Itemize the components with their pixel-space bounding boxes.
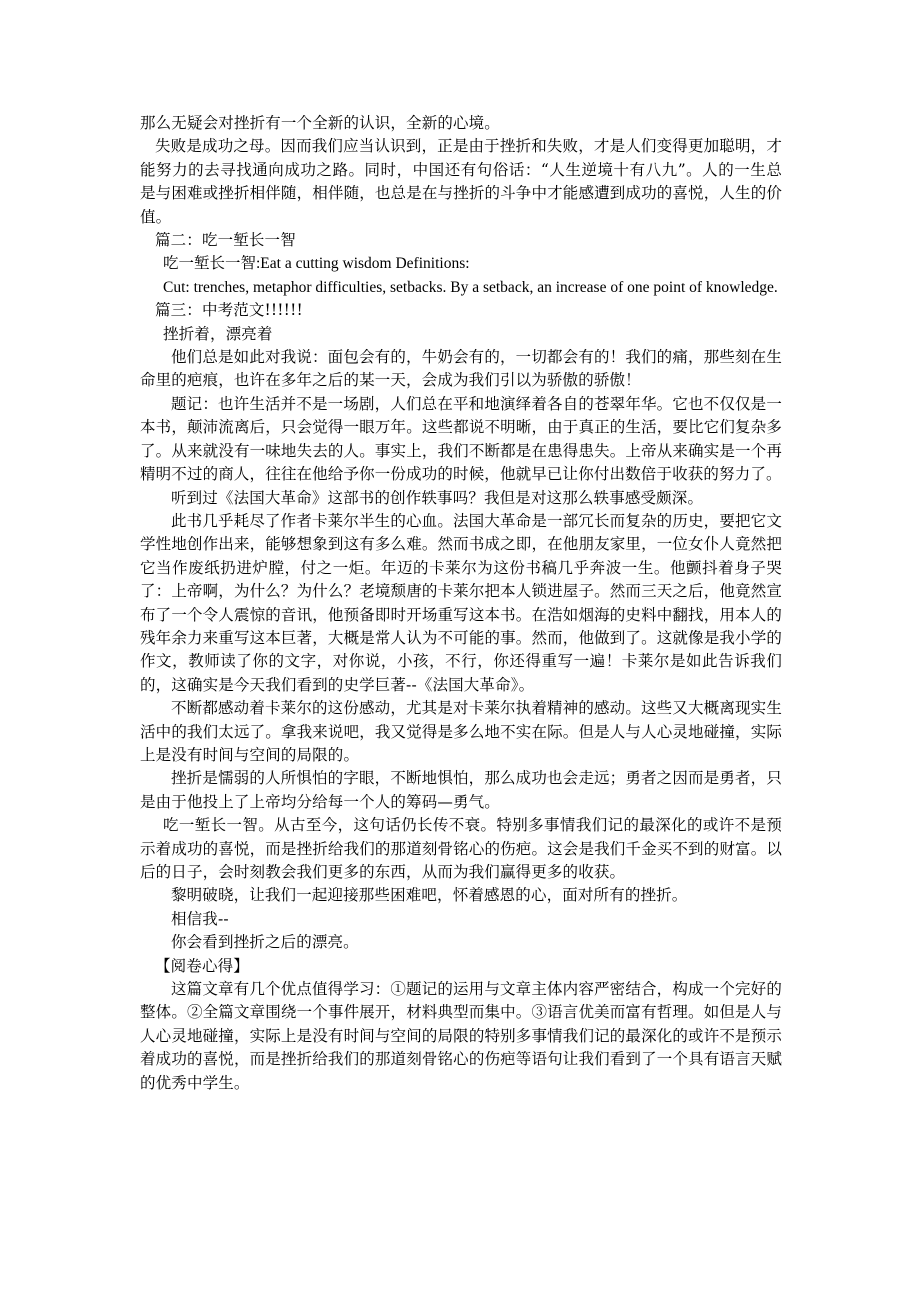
paragraph-carlyle-story: 此书几乎耗尽了作者卡莱尔半生的心血。法国大革命是一部冗长而复杂的历史，要把它文学性地创作出来，能够想象到这有多么难。然而书成之即，在他朋友家里，一位女仆人竟然把它当作废纸扔进炉膛，付之一炬。年迈的卡莱尔为这份书稿几乎奔波一生。他颤抖着身子哭了：上帝啊，为什么？为什么？老境颓唐的卡莱尔把本人锁进屋子。然而三天之后，他竟然宣布了一个令人震惊的音讯，他预备即时开场重写这本书。在浩如烟海的史料中翻找，用本人的残年余力来重写这本巨著，大概是常人认为不可能的事。然而，他做到了。这就像是我小学的作文，教师读了你的文字，对你说，小孩，不行，你还得重写一遍！卡莱尔是如此告诉我们的，这确实是今天我们看到的史学巨著--《法国大革命》。: [140, 511, 782, 694]
section-heading-review-notes: 【阅卷心得】: [155, 956, 249, 975]
paragraph-bread-and-milk: 他们总是如此对我说：面包会有的，牛奶会有的，一切都会有的！我们的痛，那些刻在生命里的疤痕，也许在多年之后的某一天，会成为我们引以为骄傲的骄傲！: [140, 348, 782, 390]
paragraph-lesson-learned: 吃一堑长一智。从古至今，这句话仍长传不衰。特别多事情我们记的最深化的或许不是预示着成功的喜悦，而是挫折给我们的那道刻骨铭心的伤疤。这会是我们千金买不到的财富。以后的日子，会时刻教会我们更多的东西，从而为我们赢得更多的收获。: [140, 816, 782, 881]
section-heading-part-three: 篇三：中考范文!!!!!!: [155, 301, 303, 320]
paragraph-dawn: 黎明破晓，让我们一起迎接那些困难吧，怀着感恩的心，面对所有的挫折。: [171, 886, 688, 905]
paragraph-review-comments: 这篇文章有几个优点值得学习：①题记的运用与文章主体内容严密结合，构成一个完好的整体。②全篇文章围绕一个事件展开，材料典型而集中。③语言优美而富有哲理。如但是人与人心灵地碰撞，实际上是没有时间与空间的局限的特别多事情我们记的最深化的或许不是预示着成功的喜悦，而是挫折给我们的那道刻骨铭心的伤疤等语句让我们看到了一个具有语言天赋的优秀中学生。: [140, 980, 782, 1092]
paragraph-french-revolution-intro: 听到过《法国大革命》这部书的创作轶事吗？我但是对这那么轶事感受颇深。: [171, 488, 704, 507]
paragraph-courage: 挫折是懦弱的人所惧怕的字眼，不断地惧怕，那么成功也会走远；勇者之因而是勇者，只是由于他投上了上帝均分给每一个人的筹码—勇气。: [140, 769, 782, 811]
paragraph-continuation: 那么无疑会对挫折有一个全新的认识，全新的心境。: [140, 114, 500, 132]
paragraph-definition-title: 吃一堑长一智:Eat a cutting wisdom Definitions:: [163, 255, 470, 273]
essay-title: 挫折着，漂亮着: [163, 324, 273, 343]
paragraph-moved-by-carlyle: 不断都感动着卡莱尔的这份感动，尤其是对卡莱尔执着精神的感动。这些又大概离现实生活中的我们太远了。拿我来说吧，我又觉得是多么地不实在际。但是人与人心灵地碰撞，实际上是没有时间与空间的局限的。: [140, 699, 782, 764]
document-page: [140, 112, 782, 1095]
section-heading-part-two: 篇二：吃一堑长一智: [155, 231, 296, 250]
paragraph-believe-me: 相信我--: [171, 909, 229, 928]
paragraph-epigraph: 题记：也许生活并不是一场剧，人们总在平和地演绎着各自的苍翠年华。它也不仅仅是一本书，颠沛流离后，只会觉得一眼万年。这些都说不明晰，由于真正的生活，要比它们复杂多了。从来就没有一味地失去的人。事实上，我们不断都是在患得患失。上帝从来确实是一个再精明不过的商人，往往在他给予你一份成功的时候，他就早已让你付出数倍于收获的努力了。: [140, 394, 782, 484]
paragraph-failure-mother-of-success: 失败是成功之母。因而我们应当认识到，正是由于挫折和失败，才是人们变得更加聪明，才能努力的去寻找通向成功之路。同时，中国还有句俗话：“人生逆境十有八九”。人的一生总是与困难或挫折相伴随，相伴随，也总是在与挫折的斗争中才能感遭到成功的喜悦，人生的价值。: [140, 137, 782, 226]
paragraph-definition-body: Cut: trenches, metaphor difficulties, setbacks. By a setback, an increase of one point of knowledge.: [163, 278, 778, 296]
paragraph-beauty-after-setbacks: 你会看到挫折之后的漂亮。: [171, 933, 359, 952]
